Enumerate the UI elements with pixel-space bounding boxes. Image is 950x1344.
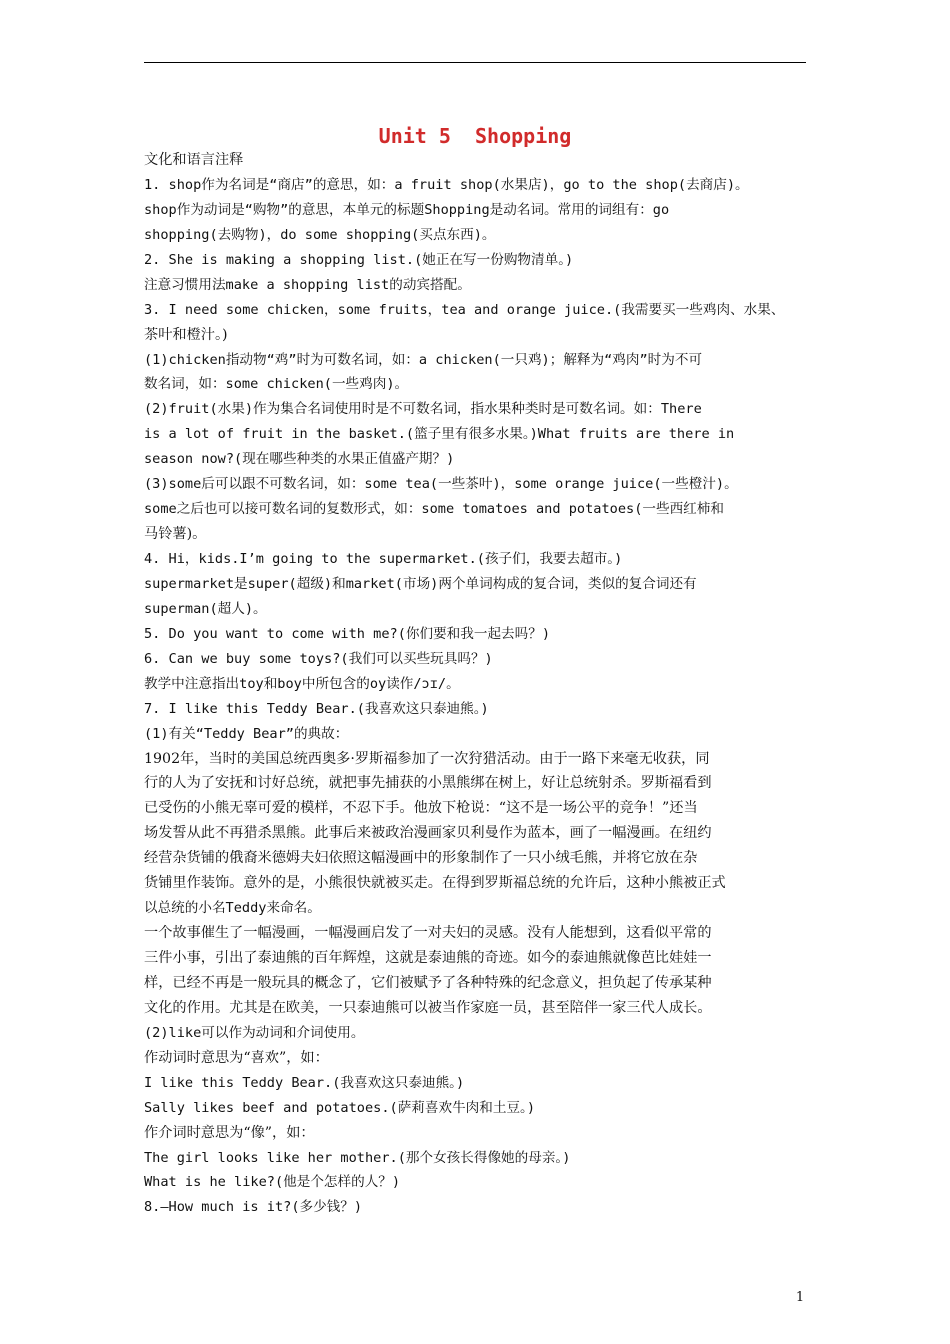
text-line: 茶叶和橙汁。) xyxy=(144,326,228,343)
text-line: 已受伤的小熊无辜可爱的模样，不忍下手。他放下枪说：“这不是一场公平的竞争！”还当 xyxy=(144,800,698,817)
text-line: I like this Teddy Bear.(我喜欢这只泰迪熊。) xyxy=(144,1074,465,1091)
text-line: shop作为动词是“购物”的意思，本单元的标题Shopping是动名词。常用的词组有：go xyxy=(144,201,670,218)
text-line: 货铺里作装饰。意外的是，小熊很快就被买走。在得到罗斯福总统的允许后，这种小熊被正式 xyxy=(144,875,726,892)
text-line: 数名词，如：some chicken(一些鸡肉)。 xyxy=(144,376,409,393)
text-line: 作介词时意思为“像”，如： xyxy=(144,1124,315,1141)
text-line: Sally likes beef and potatoes.(萨莉喜欢牛肉和土豆。) xyxy=(144,1099,536,1116)
text-line: (3)some后可以跟不可数名词，如：some tea(一些茶叶)，some orange juice(一些橙汁)。 xyxy=(144,476,738,493)
text-line: 8.—How much is it?(多少钱？) xyxy=(144,1199,363,1216)
text-line: 一个故事催生了一幅漫画，一幅漫画启发了一对夫妇的灵感。没有人能想到，这看似平常的 xyxy=(144,925,712,942)
text-line: 作动词时意思为“喜欢”，如： xyxy=(144,1049,329,1066)
text-line: What is he like?(他是个怎样的人？) xyxy=(144,1174,401,1191)
text-line: 7. I like this Teddy Bear.(我喜欢这只泰迪熊。) xyxy=(144,700,489,717)
text-line: is a lot of fruit in the basket.(篮子里有很多水果。)What fruits are there in xyxy=(144,426,735,443)
text-line: The girl looks like her mother.(那个女孩长得像她的母亲。) xyxy=(144,1149,571,1166)
text-line: 1902年，当时的美国总统西奥多·罗斯福参加了一次狩猎活动。由于一路下来毫无收获，同 xyxy=(144,750,710,767)
text-line: 经营杂货铺的俄裔米德姆夫妇依照这幅漫画中的形象制作了一只小绒毛熊，并将它放在杂 xyxy=(144,850,698,867)
text-line: 注意习惯用法make a shopping list的动宾搭配。 xyxy=(144,276,471,293)
text-line: season now?(现在哪些种类的水果正值盛产期？) xyxy=(144,451,455,468)
text-line: 1. shop作为名词是“商店”的意思，如：a fruit shop(水果店)，go to the shop(去商店)。 xyxy=(144,176,749,193)
text-line: 文化和语言注释 xyxy=(144,152,244,168)
page-number: 1 xyxy=(795,1290,805,1305)
document-body xyxy=(144,148,816,1220)
text-line: 场发誓从此不再猎杀黑熊。此事后来被政治漫画家贝利曼作为蓝本，画了一幅漫画。在纽约 xyxy=(144,825,712,842)
text-line: 3. I need some chicken，some fruits，tea and orange juice.(我需要买一些鸡肉、水果、 xyxy=(144,301,785,318)
text-line: (1)chicken指动物“鸡”时为可数名词，如：a chicken(一只鸡)；解释为“鸡肉”时为不可 xyxy=(144,351,703,368)
text-line: some之后也可以接可数名词的复数形式，如：some tomatoes and potatoes(一些西红柿和 xyxy=(144,501,724,518)
text-line: 行的人为了安抚和讨好总统，就把事先捕获的小黑熊绑在树上，好让总统射杀。罗斯福看到 xyxy=(144,775,712,792)
text-line: 以总统的小名Teddy来命名。 xyxy=(144,900,321,917)
text-line: superman(超人)。 xyxy=(144,600,267,617)
text-line: 6. Can we buy some toys?(我们可以买些玩具吗？) xyxy=(144,650,493,667)
text-line: 三件小事，引出了泰迪熊的百年辉煌，这就是泰迪熊的奇迹。如今的泰迪熊就像芭比娃娃一 xyxy=(144,950,712,966)
text-line: 样，已经不再是一般玩具的概念了，它们被赋予了各种特殊的纪念意义，担负起了传承某种 xyxy=(144,974,712,991)
header-rule xyxy=(144,62,806,63)
unit-title: Unit 5 Shopping xyxy=(378,124,572,148)
text-line: 教学中注意指出toy和boy中所包含的oy读作/ɔɪ/。 xyxy=(144,675,460,692)
text-line: 4. Hi，kids.I’m going to the supermarket.(孩子们，我要去超市。) xyxy=(144,551,623,567)
text-line: (2)fruit(水果)作为集合名词使用时是不可数名词，指水果种类时是可数名词。如：There xyxy=(144,401,702,418)
text-line: shopping(去购物)，do some shopping(买点东西)。 xyxy=(144,226,496,243)
text-line: 5. Do you want to come with me?(你们要和我一起去吗？) xyxy=(144,625,551,642)
text-line: 2. She is making a shopping list.(她正在写一份购物清单。) xyxy=(144,251,574,268)
text-line: (2)like可以作为动词和介词使用。 xyxy=(144,1024,365,1041)
text-line: 马铃薯)。 xyxy=(144,526,207,543)
text-line: 文化的作用。尤其是在欧美，一只泰迪熊可以被当作家庭一员，甚至陪伴一家三代人成长。 xyxy=(144,999,712,1016)
text-line: supermarket是super(超级)和market(市场)两个单词构成的复合词，类似的复合词还有 xyxy=(144,575,697,592)
text-line: (1)有关“Teddy Bear”的典故： xyxy=(144,725,349,742)
